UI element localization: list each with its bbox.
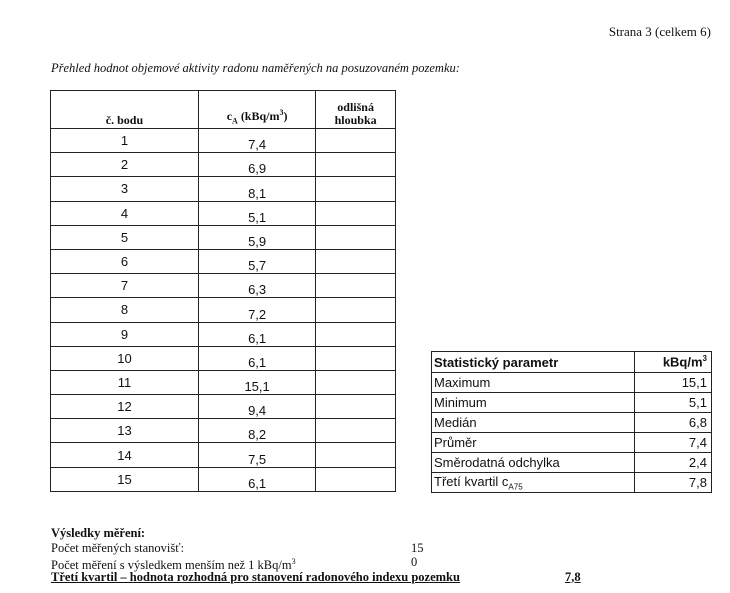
stats-label-text: Průměr (434, 435, 477, 450)
stats-value: 7,4 (635, 433, 712, 453)
cell-depth (316, 322, 396, 346)
results-below-label: Počet měření s výsledkem menším než 1 kBq/m (51, 558, 292, 573)
cell-depth (316, 225, 396, 249)
results-count-row (51, 541, 616, 556)
results-below-sup: 3 (291, 557, 296, 566)
stats-row (432, 393, 712, 413)
cell-activity: 15,1 (198, 370, 315, 394)
stats-label (432, 373, 635, 393)
cell-activity: 5,1 (198, 201, 315, 225)
cell-activity: 5,9 (198, 225, 315, 249)
stats-label-text: Minimum (434, 395, 487, 410)
cell-activity: 6,1 (198, 322, 315, 346)
results-section (51, 526, 616, 584)
table-row (51, 201, 396, 225)
stats-row (432, 433, 712, 453)
stats-label (432, 433, 635, 453)
cell-point: 13 (51, 419, 199, 443)
cell-activity: 7,2 (198, 298, 315, 322)
results-count-label: Počet měřených stanovišť: (51, 540, 185, 555)
table-row (51, 395, 396, 419)
stats-row (432, 473, 712, 493)
stats-label (432, 453, 635, 473)
header-point: č. bodu (51, 91, 199, 129)
table-row (51, 370, 396, 394)
table-row (51, 298, 396, 322)
cell-activity: 6,9 (198, 153, 315, 177)
cell-point: 11 (51, 370, 199, 394)
cell-activity: 8,2 (198, 419, 315, 443)
cell-activity: 6,1 (198, 467, 315, 491)
table-row (51, 129, 396, 153)
header-depth-line1: odlišná (337, 100, 374, 114)
header-activity-sub: A (232, 116, 238, 125)
cell-activity: 9,4 (198, 395, 315, 419)
table-row (51, 322, 396, 346)
table-row (51, 346, 396, 370)
stats-row (432, 453, 712, 473)
cell-point: 2 (51, 153, 199, 177)
cell-point: 10 (51, 346, 199, 370)
table-row (51, 274, 396, 298)
results-count-value: 15 (411, 540, 424, 555)
stats-value: 5,1 (635, 393, 712, 413)
cell-depth (316, 201, 396, 225)
cell-depth (316, 395, 396, 419)
stats-body (432, 373, 712, 493)
stats-header-row (432, 352, 712, 373)
cell-activity: 8,1 (198, 177, 315, 201)
stats-value: 15,1 (635, 373, 712, 393)
results-title: Výsledky měření: (51, 526, 146, 540)
statistics-table (431, 351, 712, 493)
cell-point: 4 (51, 201, 199, 225)
stats-label (432, 393, 635, 413)
header-activity-sup: 3 (279, 107, 284, 117)
table-row (51, 177, 396, 201)
stats-value: 6,8 (635, 413, 712, 433)
cell-point: 3 (51, 177, 199, 201)
table-body (51, 129, 396, 492)
results-below-value: 0 (411, 555, 418, 569)
stats-row (432, 413, 712, 433)
cell-depth (316, 153, 396, 177)
radon-activity-table (50, 90, 396, 492)
cell-depth (316, 370, 396, 394)
stats-row (432, 373, 712, 393)
table-header-row (51, 91, 396, 129)
table-row (51, 443, 396, 467)
cell-point: 5 (51, 225, 199, 249)
cell-depth (316, 419, 396, 443)
cell-depth (316, 129, 396, 153)
cell-activity: 5,7 (198, 249, 315, 273)
stats-label-text: Medián (434, 415, 477, 430)
stats-label-sub: A75 (508, 482, 523, 492)
stats-header-unit (635, 352, 712, 373)
cell-depth (316, 467, 396, 491)
header-activity-unit: (kBq/m (237, 108, 280, 123)
cell-depth (316, 443, 396, 467)
results-final-row (51, 570, 616, 585)
stats-header-param: Statistický parametr (432, 352, 635, 373)
stats-label (432, 413, 635, 433)
cell-point: 1 (51, 129, 199, 153)
results-final-value: 7,8 (565, 569, 581, 584)
table-row (51, 249, 396, 273)
results-final-label: Třetí kvartil – hodnota rozhodná pro stanovení radonového indexu pozemku (51, 569, 460, 584)
cell-point: 14 (51, 443, 199, 467)
cell-activity: 6,3 (198, 274, 315, 298)
table-row (51, 153, 396, 177)
table-row (51, 419, 396, 443)
stats-value: 2,4 (635, 453, 712, 473)
table-row (51, 225, 396, 249)
header-activity-symbol: c (226, 108, 233, 123)
cell-point: 7 (51, 274, 199, 298)
cell-point: 6 (51, 249, 199, 273)
stats-label-text: Maximum (434, 375, 491, 390)
cell-point: 8 (51, 298, 199, 322)
header-depth (316, 91, 396, 129)
stats-value: 7,8 (635, 473, 712, 493)
cell-activity: 6,1 (198, 346, 315, 370)
cell-depth (316, 346, 396, 370)
stats-label-text: Třetí kvartil c (434, 473, 509, 489)
header-activity-close: ) (283, 108, 288, 123)
stats-label-text: Směrodatná odchylka (434, 455, 560, 470)
cell-activity: 7,5 (198, 443, 315, 467)
page-heading: Přehled hodnot objemové aktivity radonu naměřených na posuzovaném pozemku: (51, 61, 460, 75)
results-below-row (51, 555, 616, 573)
header-depth-line2: hloubka (334, 113, 377, 127)
cell-point: 12 (51, 395, 199, 419)
stats-label (432, 473, 635, 493)
cell-depth (316, 249, 396, 273)
cell-depth (316, 177, 396, 201)
cell-depth (316, 274, 396, 298)
stats-unit-text: kBq/m (662, 354, 703, 370)
cell-point: 9 (51, 322, 199, 346)
cell-point: 15 (51, 467, 199, 491)
cell-depth (316, 298, 396, 322)
cell-activity: 7,4 (198, 129, 315, 153)
page-number: Strana 3 (celkem 6) (608, 24, 711, 39)
table-row (51, 467, 396, 491)
header-activity (198, 91, 315, 129)
stats-unit-sup: 3 (702, 354, 707, 364)
